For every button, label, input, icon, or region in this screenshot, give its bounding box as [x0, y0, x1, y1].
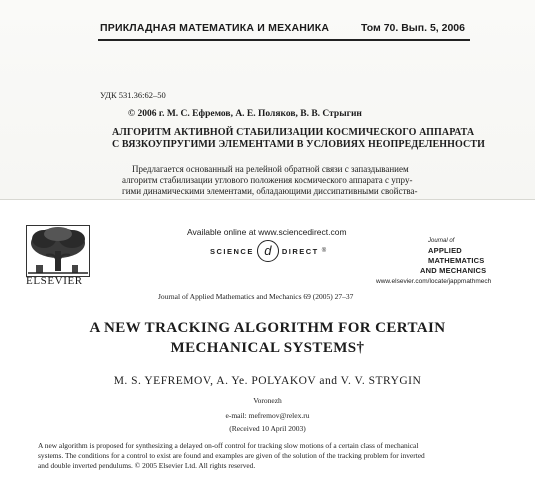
- affiliation: Voronezh: [253, 396, 282, 405]
- ru-abstract-line-2: алгоритм стабилизации углового положения космического аппарата с упру-: [122, 175, 413, 185]
- journal-logo: [414, 236, 514, 276]
- sd-right-word: DIRECT: [281, 246, 319, 256]
- sciencedirect-logo: [210, 240, 326, 262]
- elsevier-tree-logo: [26, 225, 90, 277]
- journal-logo-small: Journal of: [428, 238, 455, 244]
- journal-logo-line-1: APPLIED: [428, 246, 462, 255]
- ru-authors: © 2006 г. М. С. Ефремов, А. Е. Поляков, В. В. Стрыгин: [128, 109, 362, 119]
- en-title-line-1: A NEW TRACKING ALGORITHM FOR CERTAIN: [89, 320, 446, 336]
- ru-title-line-1: АЛГОРИТМ АКТИВНОЙ СТАБИЛИЗАЦИИ КОСМИЧЕСКОГО АППАРАТА: [112, 127, 475, 138]
- journal-logo-line-2: MATHEMATICS: [428, 256, 485, 265]
- ru-abstract-line-3: гими динамическими элементами, обладающими диссипативными свойства-: [122, 186, 418, 196]
- en-abstract-line-3: and double inverted pendulums. © 2005 Elsevier Ltd. All rights reserved.: [38, 461, 256, 470]
- sd-circle-mark: d: [257, 240, 279, 262]
- header-rule: [98, 39, 470, 41]
- en-abstract-line-2: systems. The conditions for a control to exist are found and examples are given of the solution of the tracking problem for inverted: [38, 451, 425, 460]
- ru-journal-title: ПРИКЛАДНАЯ МАТЕМАТИКА И МЕХАНИКА: [100, 22, 330, 34]
- author-email: e-mail: mefremov@relex.ru: [225, 411, 310, 420]
- sd-trademark: ®: [321, 248, 327, 254]
- available-online-line: Available online at www.sciencedirect.com: [187, 227, 347, 237]
- journal-logo-line-3: AND MECHANICS: [420, 266, 487, 275]
- journal-url: www.elsevier.com/locate/jappmathmech: [376, 278, 492, 285]
- en-authors: M. S. YEFREMOV, A. Ye. POLYAKOV and V. V. STRYGIN: [113, 375, 422, 387]
- ru-title-line-2: С ВЯЗКОУПРУГИМИ ЭЛЕМЕНТАМИ В УСЛОВИЯХ НЕОПРЕДЕЛЕННОСТИ: [112, 139, 486, 150]
- en-abstract-line-1: A new algorithm is proposed for synthesizing a delayed on-off control for tracking slow motions of a certain class of mechanical: [38, 441, 419, 450]
- sd-left-word: SCIENCE: [210, 246, 254, 256]
- udk-code: УДК 531.36:62–50: [100, 90, 166, 100]
- ru-volume-issue: Том 70. Вып. 5, 2006: [361, 22, 465, 34]
- received-date: (Received 10 April 2003): [229, 424, 306, 433]
- elsevier-tree-icon: [26, 225, 90, 277]
- en-title-line-2: MECHANICAL SYSTEMS†: [170, 340, 365, 356]
- ru-abstract-line-1: Предлагается основанный на релейной обратной связи с запаздыванием: [132, 164, 409, 174]
- journal-citation: Journal of Applied Mathematics and Mechanics 69 (2005) 27–37: [158, 292, 354, 301]
- elsevier-wordmark: ELSEVIER: [26, 275, 83, 287]
